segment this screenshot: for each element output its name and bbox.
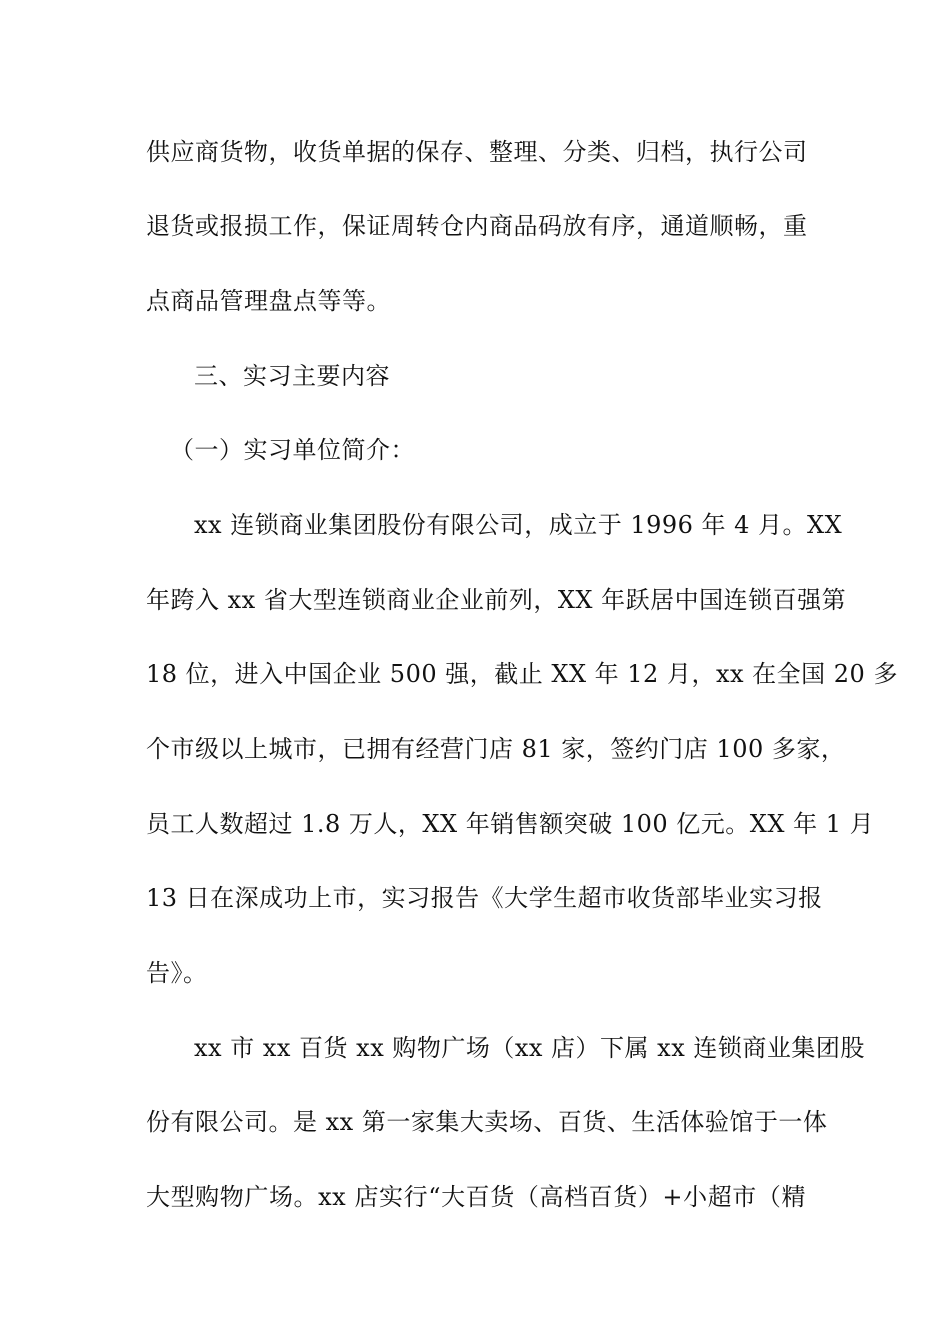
paragraph-line: 供应商货物，收货单据的保存、整理、分类、归档，执行公司 [146,138,808,166]
paragraph-line: 18 位，进入中国企业 500 强，截止 XX 年 12 月，xx 在全国 20 多 [146,660,898,688]
subsection-heading: （一）实习单位简介： [170,436,415,464]
section-heading: 三、实习主要内容 [194,362,390,390]
paragraph-line: xx 连锁商业集团股份有限公司，成立于 1996 年 4 月。XX [194,511,843,539]
paragraph-line: 年跨入 xx 省大型连锁商业企业前列，XX 年跃居中国连锁百强第 [146,586,847,614]
paragraph-line: 告》。 [146,959,208,987]
paragraph-line: xx 市 xx 百货 xx 购物广场（xx 店）下属 xx 连锁商业集团股 [194,1034,865,1062]
paragraph-line: 13 日在深成功上市，实习报告《大学生超市收货部毕业实习报 [146,884,823,912]
paragraph-line: 点商品管理盘点等等。 [146,287,391,315]
paragraph-line: 大型购物广场。xx 店实行“大百货（高档百货）+小超市（精 [146,1183,806,1211]
paragraph-line: 份有限公司。是 xx 第一家集大卖场、百货、生活体验馆于一体 [146,1108,828,1136]
paragraph-line: 个市级以上城市，已拥有经营门店 81 家，签约门店 100 多家， [146,735,846,763]
paragraph-line: 员工人数超过 1.8 万人，XX 年销售额突破 100 亿元。XX 年 1 月 [146,810,875,838]
paragraph-line: 退货或报损工作，保证周转仓内商品码放有序，通道顺畅，重 [146,212,808,240]
